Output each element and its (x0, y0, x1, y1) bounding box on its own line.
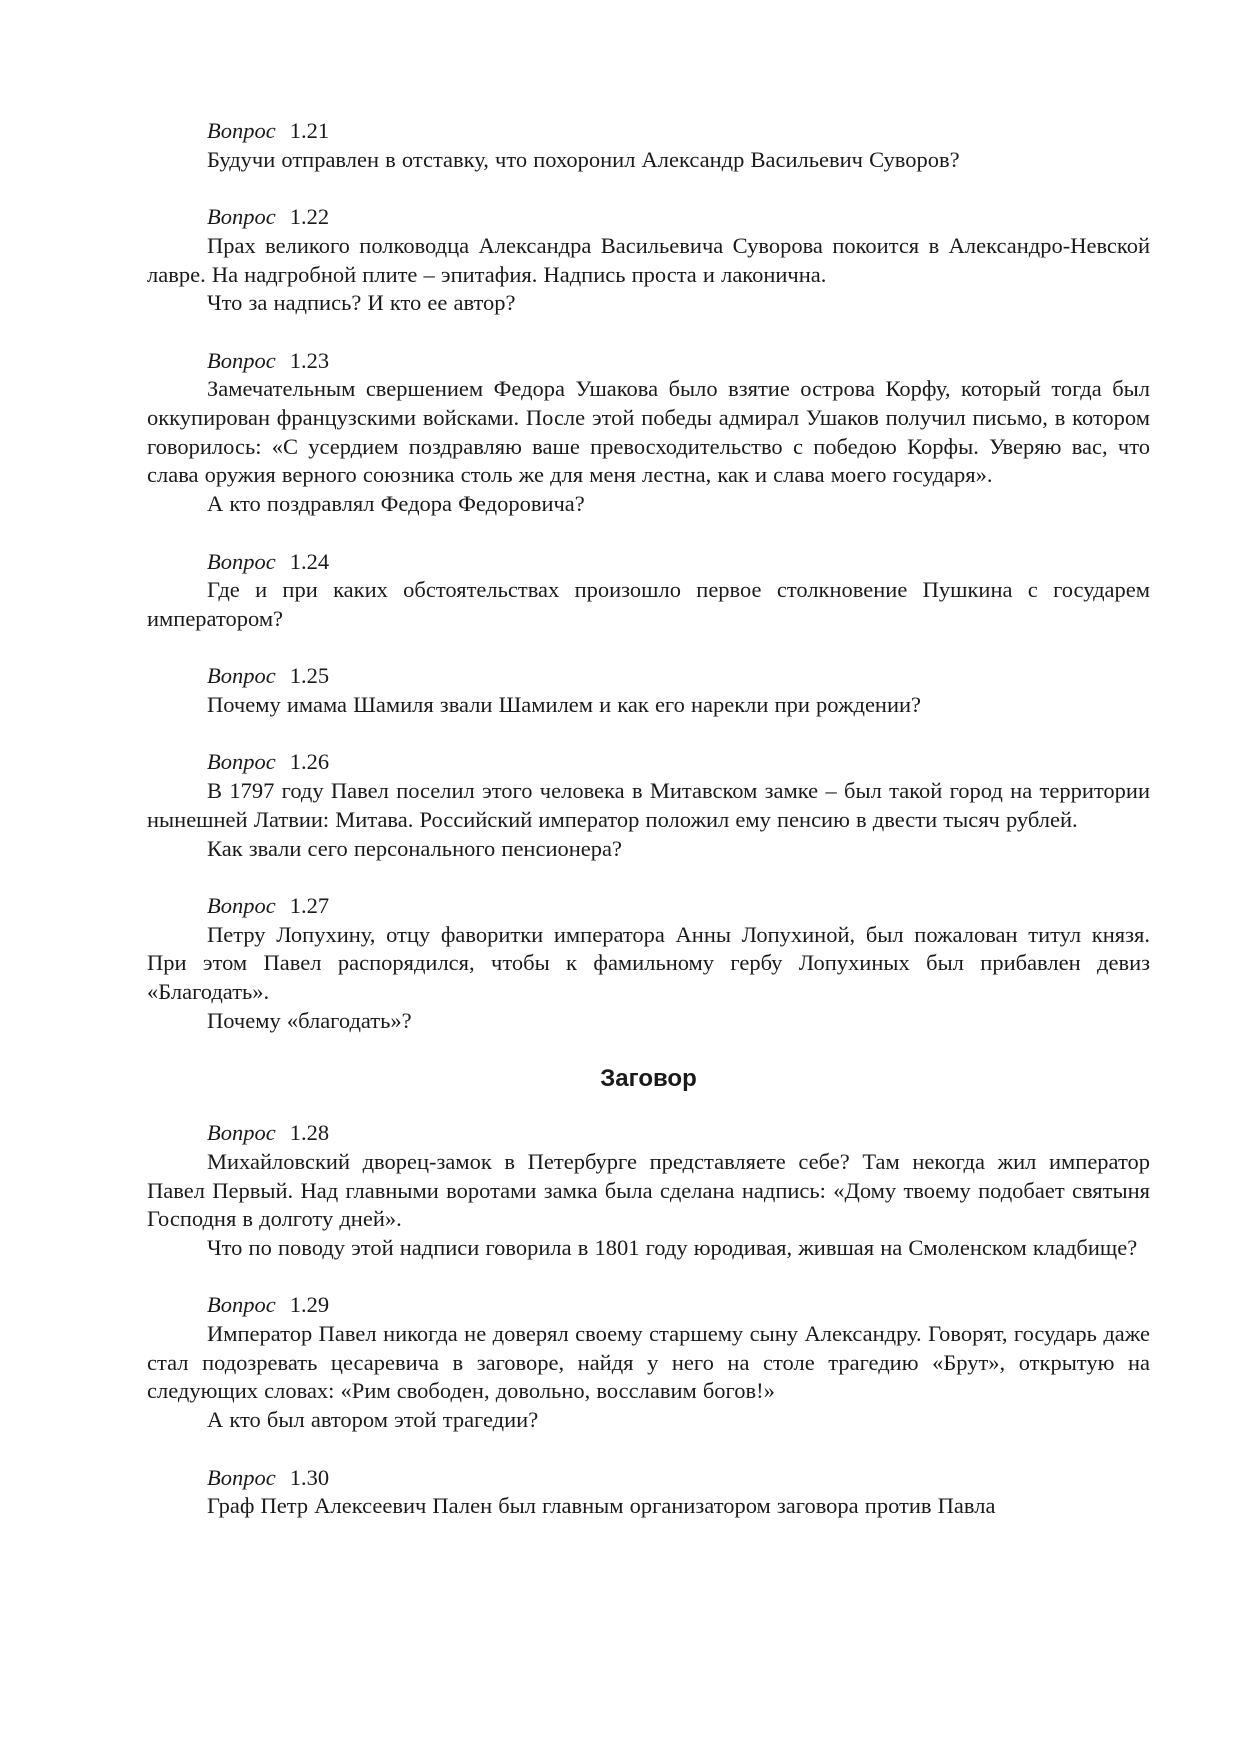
question-number: 1.22 (289, 204, 330, 230)
question-label: Вопрос (207, 118, 276, 143)
question-label: Вопрос (207, 548, 276, 574)
section-title: Заговор (600, 1065, 697, 1093)
question-block (147, 662, 1150, 719)
question-text: В 1797 году Павел поселил этого человека в Митавском замке – был такой город на территории нынешней Латвии: Митава. Российский император положил ему пенсию в двести тысяч рублей. (147, 778, 1150, 832)
question-number: 1.28 (289, 1120, 330, 1146)
question-block (147, 117, 1150, 174)
question-text: Михайловский дворец-замок в Петербурге представляете себе? Там некогда жил император Павел Первый. Над главными воротами замка была сделана надпись: «Дому твоему подобает святыня Господня в долготу дней». (147, 1148, 1150, 1232)
question-text: Что за надпись? И кто ее автор? (207, 290, 516, 316)
question-block (147, 1291, 1150, 1435)
question-label: Вопрос (207, 1464, 276, 1490)
question-text: Петру Лопухину, отцу фаворитки императора Анны Лопухиной, был пожалован титул князя. При этом Павел распорядился, чтобы к фамильному гербу Лопухиных был прибавлен девиз «Благодать». (147, 921, 1150, 1004)
question-heading (207, 1291, 1150, 1320)
question-number: 1.25 (289, 663, 330, 689)
question-number: 1.23 (289, 347, 330, 373)
question-label: Вопрос (207, 892, 276, 918)
question-block (147, 548, 1150, 634)
question-number: 1.29 (289, 1292, 330, 1318)
question-heading (207, 117, 1150, 146)
question-text: А кто был автором этой трагедии? (207, 1407, 539, 1433)
question-label: Вопрос (207, 749, 276, 775)
question-text: Император Павел никогда не доверял своему старшему сыну Александру. Говорят, государь даже стал подозревать цесаревича в заговоре, найдя у него на столе трагедию «Брут», открытую на следующих словах: «Рим свободен, довольно, восславим богов!» (147, 1321, 1150, 1404)
question-heading (207, 892, 1150, 921)
question-heading (207, 347, 1150, 376)
questions-part-1 (147, 117, 1150, 1035)
question-heading (207, 748, 1150, 777)
question-text: Как звали сего персонального пенсионера? (207, 835, 622, 861)
question-heading (207, 203, 1150, 232)
question-text: Будучи отправлен в отставку, что похоронил Александр Васильевич Суворов? (207, 146, 960, 172)
question-number: 1.21 (289, 118, 330, 143)
question-number: 1.30 (289, 1464, 330, 1490)
question-number: 1.24 (289, 548, 330, 574)
question-block (147, 892, 1150, 1036)
question-block (147, 1119, 1150, 1263)
question-heading (207, 1464, 1150, 1493)
question-heading (207, 1119, 1150, 1148)
question-label: Вопрос (207, 1120, 276, 1146)
question-block (147, 203, 1150, 318)
questions-part-2 (147, 1119, 1150, 1521)
question-text: Граф Петр Алексеевич Пален был главным организатором заговора против Павла (207, 1493, 996, 1519)
question-text: Почему имама Шамиля звали Шамилем и как его нарекли при рождении? (207, 692, 922, 717)
question-label: Вопрос (207, 1292, 276, 1318)
question-number: 1.27 (289, 892, 330, 918)
question-heading (207, 548, 1150, 577)
question-label: Вопрос (207, 204, 276, 230)
question-heading (207, 662, 1150, 691)
question-label: Вопрос (207, 663, 276, 689)
question-label: Вопрос (207, 347, 276, 373)
question-block (147, 1464, 1150, 1521)
question-text: А кто поздравлял Федора Федоровича? (207, 491, 585, 517)
question-text: Прах великого полководца Александра Васильевича Суворова покоится в Александро-Невской лавре. На надгробной плите – эпитафия. Надпись проста и лаконична. (147, 232, 1150, 287)
question-block (147, 347, 1150, 519)
question-block (147, 748, 1150, 863)
question-text: Что по поводу этой надписи говорила в 1801 году юродивая, жившая на Смоленском кладбище? (207, 1234, 1138, 1260)
question-text: Замечательным свершением Федора Ушакова было взятие острова Корфу, который тогда был оккупирован французскими войсками. После этой победы адмирал Ушаков получил письмо, в котором говорилось: «С усердием поздравляю ваше превосходительство с победою Корфы. Уверяю вас, что слава оружия верного союзника столь же для меня лестна, как и слава моего государя». (147, 376, 1150, 488)
question-text: Где и при каких обстоятельствах произошло первое столкновение Пушкина с государем императором? (147, 577, 1150, 631)
question-text: Почему «благодать»? (207, 1007, 412, 1033)
question-number: 1.26 (289, 749, 330, 775)
